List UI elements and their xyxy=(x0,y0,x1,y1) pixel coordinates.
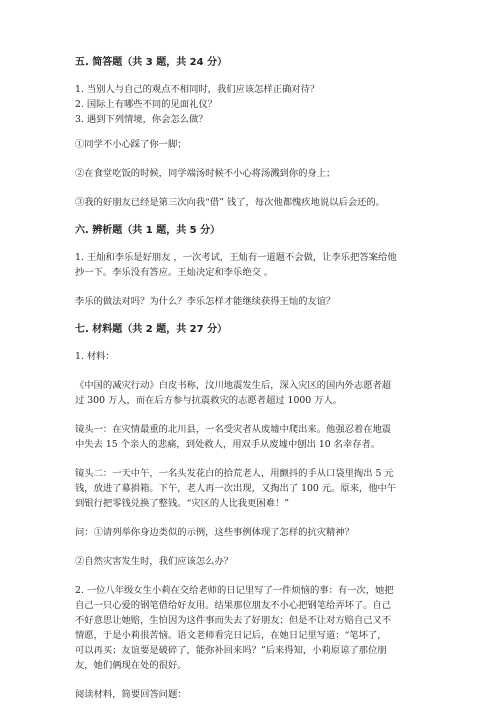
question-1: 1. 当别人与自己的观点不相同时，我们应该怎样正确对待？ xyxy=(75,84,320,95)
exam-page xyxy=(75,56,435,702)
analysis-question-prompt: 李乐的做法对吗？为什么？李乐怎样才能继续获得王灿的友谊？ xyxy=(75,296,336,307)
text-line: 《中国的减灾行动》白皮书称，汶川地震发生后，深入灾区的国内外志愿者超 xyxy=(75,380,392,391)
scenario-1: ①同学不小心踩了你一脚； xyxy=(75,139,187,150)
material-question-2: ②自然灾害发生时，我们应该怎么办？ xyxy=(75,556,234,567)
text-line: 可以再买；友谊要是破碎了，能弥补回来吗？”后来得知，小莉原谅了那位朋 xyxy=(75,645,387,656)
text-line: 2. 一位八年级女生小莉在交给老师的日记里写了一件烦恼的事：有一次，她把 xyxy=(75,585,394,596)
section-seven-title: 七. 材料题（共 2 题，共 27 分） xyxy=(75,324,228,335)
analysis-question-paragraph xyxy=(75,250,435,280)
question-2: 2. 国际上有哪些不同的见面礼仪？ xyxy=(75,99,217,110)
material-paragraph-scene-one xyxy=(75,422,435,452)
material-paragraph-whitepaper xyxy=(75,378,435,408)
text-line: 中失去 15 个亲人的悲痛，到处救人，用双手从废墟中刨出 10 名幸存者。 xyxy=(75,439,381,450)
material-paragraph-diary xyxy=(75,583,435,673)
scenario-2: ②在食堂吃饭的时候，同学端汤时候不小心将汤溅到你的身上； xyxy=(75,168,336,179)
text-line: 1. 王灿和李乐是好朋友 ，一次考试，王灿有一道题不会做，让李乐把答案给他 xyxy=(75,252,397,263)
question-3: 3. 遇到下列情境，你会怎么做？ xyxy=(75,114,208,125)
text-line: 过 300 万人，而在后方参与抗震救灾的志愿者超过 1000 万人。 xyxy=(75,395,343,406)
scenario-3: ③我的好朋友已经是第三次向我“借” 钱了，每次他都愧疚地说以后会还的。 xyxy=(75,197,385,208)
text-line: 镜头一：在灾情最重的北川县，一名受灾者从废墟中爬出来。他强忍着在地震 xyxy=(75,424,392,435)
text-line: 抄一下。李乐没有答应。王灿决定和李乐绝交 。 xyxy=(75,267,274,278)
text-line: 到银行把零钱兑换了整钱。“灾区的人比我更困难！” xyxy=(75,498,290,509)
text-line: 自己一只心爱的钢笔借给好友用。结果那位朋友不小心把钢笔给弄坏了。自己 xyxy=(75,600,392,611)
text-line: 不好意思让她赔，生怕因为这件事而失去了好朋友；但是不让对方赔自己又不 xyxy=(75,615,392,626)
section-five-title: 五. 简答题（共 3 题，共 24 分） xyxy=(75,57,228,68)
text-line: 镜头二：一天中午，一名头发花白的拾荒老人，用颤抖的手从口袋里掏出 5 元 xyxy=(75,468,394,479)
material-label: 1. 材料： xyxy=(75,351,115,362)
reading-instruction: 阅读材料，简要回答问题： xyxy=(75,689,187,700)
text-line: 情愿，于是小莉很苦恼。语文老师看完日记后，在她日记里写道：“笔坏了， xyxy=(75,630,387,641)
material-question-1: 问：①请列举你身边类似的示例，这些事例体现了怎样的抗灾精神？ xyxy=(75,527,354,538)
section-six-title: 六. 辨析题（共 1 题，共 5 分） xyxy=(75,225,221,236)
text-line: 友，她们俩现在处的很好。 xyxy=(75,660,187,671)
text-line: 钱，放进了募捐箱。下午，老人再一次出现，又掏出了 100 元。原来，他中午 xyxy=(75,483,397,494)
material-paragraph-scene-two xyxy=(75,466,435,511)
